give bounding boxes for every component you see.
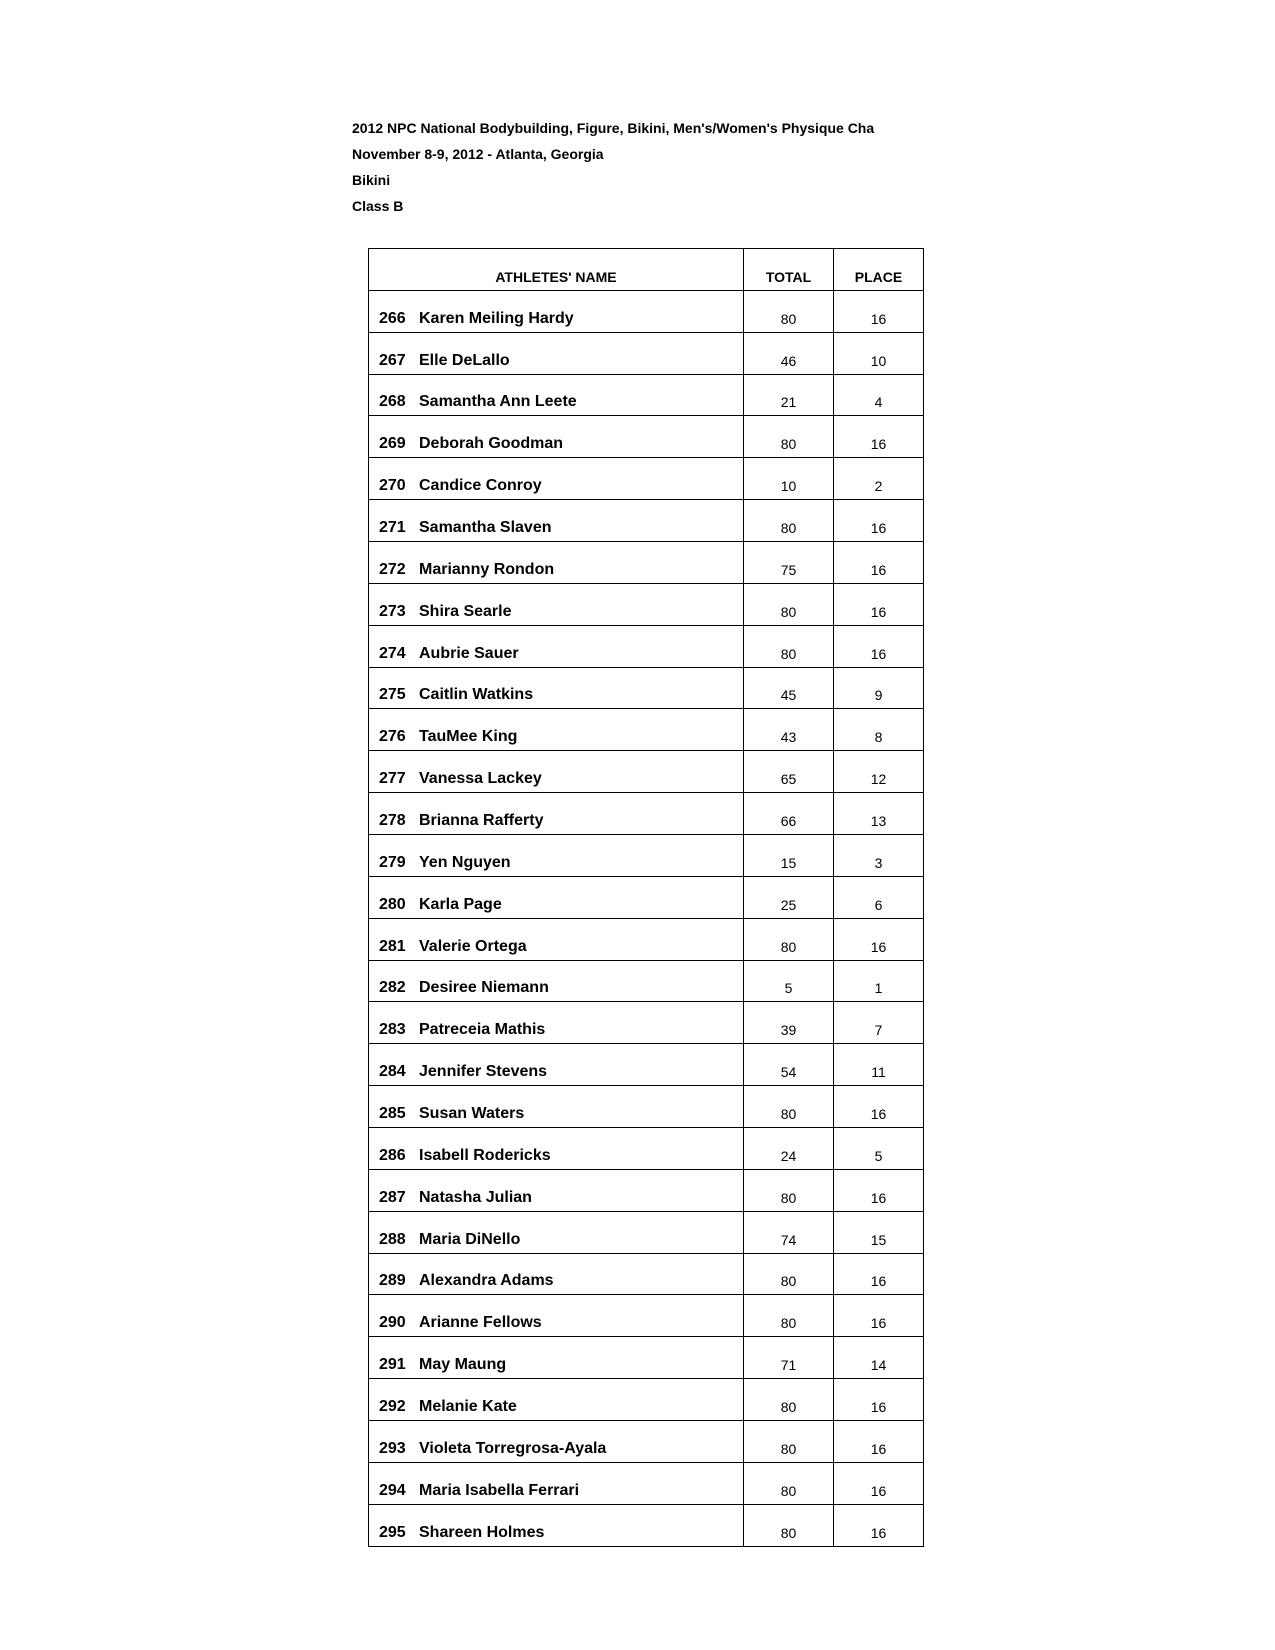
athlete-name-cell — [369, 416, 744, 458]
place-cell: 2 — [834, 458, 924, 500]
athlete-number: 291 — [379, 1356, 406, 1374]
place-cell: 4 — [834, 374, 924, 416]
athlete-name-cell — [369, 1044, 744, 1086]
table-row — [369, 960, 924, 1002]
athlete-name-cell — [369, 709, 744, 751]
place-cell: 16 — [834, 542, 924, 584]
athlete-number: 286 — [379, 1146, 406, 1164]
athlete-name-cell — [369, 876, 744, 918]
athlete-name-cell — [369, 1421, 744, 1463]
athlete-name-cell — [369, 1128, 744, 1170]
table-row — [369, 458, 924, 500]
table-row — [369, 542, 924, 584]
athlete-name-cell — [369, 625, 744, 667]
table-row — [369, 1253, 924, 1295]
athlete-number: 285 — [379, 1105, 406, 1123]
table-row — [369, 1002, 924, 1044]
athlete-name: Elle DeLallo — [419, 351, 510, 369]
total-cell: 10 — [744, 458, 834, 500]
place-cell: 10 — [834, 332, 924, 374]
place-cell: 7 — [834, 1002, 924, 1044]
total-cell: 80 — [744, 1086, 834, 1128]
athlete-number: 277 — [379, 770, 406, 788]
place-cell: 16 — [834, 1169, 924, 1211]
athlete-name: Alexandra Adams — [419, 1272, 554, 1290]
table-row — [369, 751, 924, 793]
athlete-name-cell — [369, 583, 744, 625]
athlete-name: Caitlin Watkins — [419, 686, 534, 704]
division-label: Bikini — [352, 172, 391, 188]
athlete-name: Patreceia Mathis — [419, 1021, 546, 1039]
column-header-place: PLACE — [834, 249, 924, 291]
athlete-name: Yen Nguyen — [419, 853, 511, 871]
athlete-number: 269 — [379, 435, 406, 453]
athlete-name: Candice Conroy — [419, 477, 542, 495]
athlete-name-cell — [369, 1462, 744, 1504]
athlete-name: Susan Waters — [419, 1105, 525, 1123]
place-cell: 8 — [834, 709, 924, 751]
class-label: Class B — [352, 198, 404, 214]
total-cell: 80 — [744, 1462, 834, 1504]
athlete-number: 292 — [379, 1398, 406, 1416]
athlete-name-cell — [369, 1337, 744, 1379]
total-cell: 66 — [744, 793, 834, 835]
athlete-name: Valerie Ortega — [419, 937, 527, 955]
place-cell: 16 — [834, 500, 924, 542]
place-cell: 16 — [834, 1379, 924, 1421]
place-cell: 16 — [834, 583, 924, 625]
total-cell: 21 — [744, 374, 834, 416]
total-cell: 80 — [744, 500, 834, 542]
place-cell: 16 — [834, 1295, 924, 1337]
place-cell: 14 — [834, 1337, 924, 1379]
athlete-number: 283 — [379, 1021, 406, 1039]
athlete-name: Shira Searle — [419, 602, 512, 620]
athlete-name-cell — [369, 1295, 744, 1337]
total-cell: 80 — [744, 1379, 834, 1421]
athlete-number: 295 — [379, 1523, 406, 1541]
table-row — [369, 416, 924, 458]
athlete-number: 266 — [379, 309, 406, 327]
athlete-name-cell — [369, 835, 744, 877]
athlete-name: Maria Isabella Ferrari — [419, 1481, 580, 1499]
table-row — [369, 1169, 924, 1211]
athlete-number: 274 — [379, 644, 406, 662]
place-cell: 16 — [834, 1421, 924, 1463]
total-cell: 80 — [744, 1421, 834, 1463]
athlete-name: Marianny Rondon — [419, 560, 555, 578]
athlete-name-cell — [369, 1169, 744, 1211]
place-cell: 16 — [834, 416, 924, 458]
athlete-name: Shareen Holmes — [419, 1523, 545, 1541]
table-row — [369, 1211, 924, 1253]
table-row — [369, 918, 924, 960]
total-cell: 80 — [744, 583, 834, 625]
athlete-name: Jennifer Stevens — [419, 1063, 548, 1081]
athlete-name: TauMee King — [419, 728, 518, 746]
athlete-name: Melanie Kate — [419, 1398, 517, 1416]
athlete-name-cell — [369, 1253, 744, 1295]
athlete-name-cell — [369, 1211, 744, 1253]
total-cell: 39 — [744, 1002, 834, 1044]
table-row — [369, 1337, 924, 1379]
table-row — [369, 290, 924, 332]
athlete-name: Aubrie Sauer — [419, 644, 519, 662]
athlete-name: Isabell Rodericks — [419, 1146, 551, 1164]
athlete-number: 294 — [379, 1481, 406, 1499]
athlete-name-cell — [369, 542, 744, 584]
athlete-number: 275 — [379, 686, 406, 704]
total-cell: 74 — [744, 1211, 834, 1253]
athlete-name: Karla Page — [419, 895, 502, 913]
athlete-name-cell — [369, 960, 744, 1002]
athlete-name: Samantha Ann Leete — [419, 393, 577, 411]
athlete-number: 273 — [379, 602, 406, 620]
athlete-name: Brianna Rafferty — [419, 812, 544, 830]
place-cell: 5 — [834, 1128, 924, 1170]
place-cell: 12 — [834, 751, 924, 793]
athlete-name-cell — [369, 332, 744, 374]
place-cell: 3 — [834, 835, 924, 877]
table-header-row — [369, 249, 924, 291]
total-cell: 80 — [744, 290, 834, 332]
column-header-total: TOTAL — [744, 249, 834, 291]
table-row — [369, 625, 924, 667]
table-row — [369, 500, 924, 542]
table-row — [369, 667, 924, 709]
total-cell: 45 — [744, 667, 834, 709]
place-cell: 9 — [834, 667, 924, 709]
table-row — [369, 1462, 924, 1504]
total-cell: 80 — [744, 416, 834, 458]
table-row — [369, 1379, 924, 1421]
total-cell: 71 — [744, 1337, 834, 1379]
total-cell: 80 — [744, 1504, 834, 1546]
athlete-number: 267 — [379, 351, 406, 369]
total-cell: 80 — [744, 918, 834, 960]
athlete-name-cell — [369, 290, 744, 332]
table-row — [369, 374, 924, 416]
athlete-name-cell — [369, 1002, 744, 1044]
place-cell: 16 — [834, 625, 924, 667]
table-row — [369, 709, 924, 751]
athlete-name-cell — [369, 918, 744, 960]
total-cell: 15 — [744, 835, 834, 877]
athlete-number: 281 — [379, 937, 406, 955]
place-cell: 16 — [834, 1253, 924, 1295]
athlete-number: 288 — [379, 1230, 406, 1248]
athlete-number: 290 — [379, 1314, 406, 1332]
table-row — [369, 1128, 924, 1170]
athlete-number: 272 — [379, 560, 406, 578]
athlete-name-cell — [369, 751, 744, 793]
athlete-name: Violeta Torregrosa-Ayala — [419, 1439, 607, 1457]
athlete-name: Arianne Fellows — [419, 1314, 542, 1332]
athlete-name-cell — [369, 1504, 744, 1546]
place-cell: 16 — [834, 1462, 924, 1504]
athlete-name-cell — [369, 667, 744, 709]
table-row — [369, 583, 924, 625]
place-cell: 16 — [834, 918, 924, 960]
total-cell: 43 — [744, 709, 834, 751]
place-cell: 13 — [834, 793, 924, 835]
results-table — [368, 248, 924, 1547]
total-cell: 80 — [744, 1295, 834, 1337]
athlete-number: 270 — [379, 477, 406, 495]
total-cell: 5 — [744, 960, 834, 1002]
total-cell: 80 — [744, 1253, 834, 1295]
table-row — [369, 876, 924, 918]
total-cell: 24 — [744, 1128, 834, 1170]
results-body — [369, 290, 924, 1546]
athlete-name-cell — [369, 374, 744, 416]
total-cell: 80 — [744, 1169, 834, 1211]
place-cell: 16 — [834, 290, 924, 332]
table-row — [369, 1504, 924, 1546]
athlete-number: 293 — [379, 1439, 406, 1457]
place-cell: 11 — [834, 1044, 924, 1086]
athlete-name: Deborah Goodman — [419, 435, 564, 453]
athlete-name: May Maung — [419, 1356, 507, 1374]
athlete-name-cell — [369, 1086, 744, 1128]
total-cell: 75 — [744, 542, 834, 584]
athlete-name: Karen Meiling Hardy — [419, 309, 574, 327]
table-row — [369, 332, 924, 374]
place-cell: 16 — [834, 1086, 924, 1128]
table-row — [369, 835, 924, 877]
athlete-name-cell — [369, 458, 744, 500]
athlete-name: Vanessa Lackey — [419, 770, 542, 788]
event-date-location: November 8-9, 2012 - Atlanta, Georgia — [352, 146, 604, 162]
place-cell: 1 — [834, 960, 924, 1002]
athlete-number: 276 — [379, 728, 406, 746]
athlete-number: 280 — [379, 895, 406, 913]
place-cell: 15 — [834, 1211, 924, 1253]
athlete-name: Desiree Niemann — [419, 979, 549, 997]
event-title: 2012 NPC National Bodybuilding, Figure, Bikini, Men's/Women's Physique Cha — [352, 120, 875, 136]
total-cell: 25 — [744, 876, 834, 918]
place-cell: 16 — [834, 1504, 924, 1546]
athlete-name-cell — [369, 1379, 744, 1421]
table-row — [369, 1421, 924, 1463]
athlete-number: 278 — [379, 812, 406, 830]
total-cell: 46 — [744, 332, 834, 374]
document-header — [352, 115, 874, 219]
column-header-athletes-name: ATHLETES' NAME — [369, 249, 744, 291]
athlete-name: Natasha Julian — [419, 1188, 532, 1206]
athlete-number: 287 — [379, 1188, 406, 1206]
table-row — [369, 1044, 924, 1086]
total-cell: 80 — [744, 625, 834, 667]
total-cell: 54 — [744, 1044, 834, 1086]
athlete-number: 289 — [379, 1272, 406, 1290]
athlete-name-cell — [369, 500, 744, 542]
athlete-number: 282 — [379, 979, 406, 997]
table-row — [369, 1295, 924, 1337]
athlete-number: 284 — [379, 1063, 406, 1081]
place-cell: 6 — [834, 876, 924, 918]
table-row — [369, 793, 924, 835]
athlete-number: 268 — [379, 393, 406, 411]
athlete-name-cell — [369, 793, 744, 835]
athlete-number: 271 — [379, 519, 406, 537]
athlete-name: Maria DiNello — [419, 1230, 521, 1248]
table-row — [369, 1086, 924, 1128]
athlete-number: 279 — [379, 853, 406, 871]
athlete-name: Samantha Slaven — [419, 519, 552, 537]
total-cell: 65 — [744, 751, 834, 793]
